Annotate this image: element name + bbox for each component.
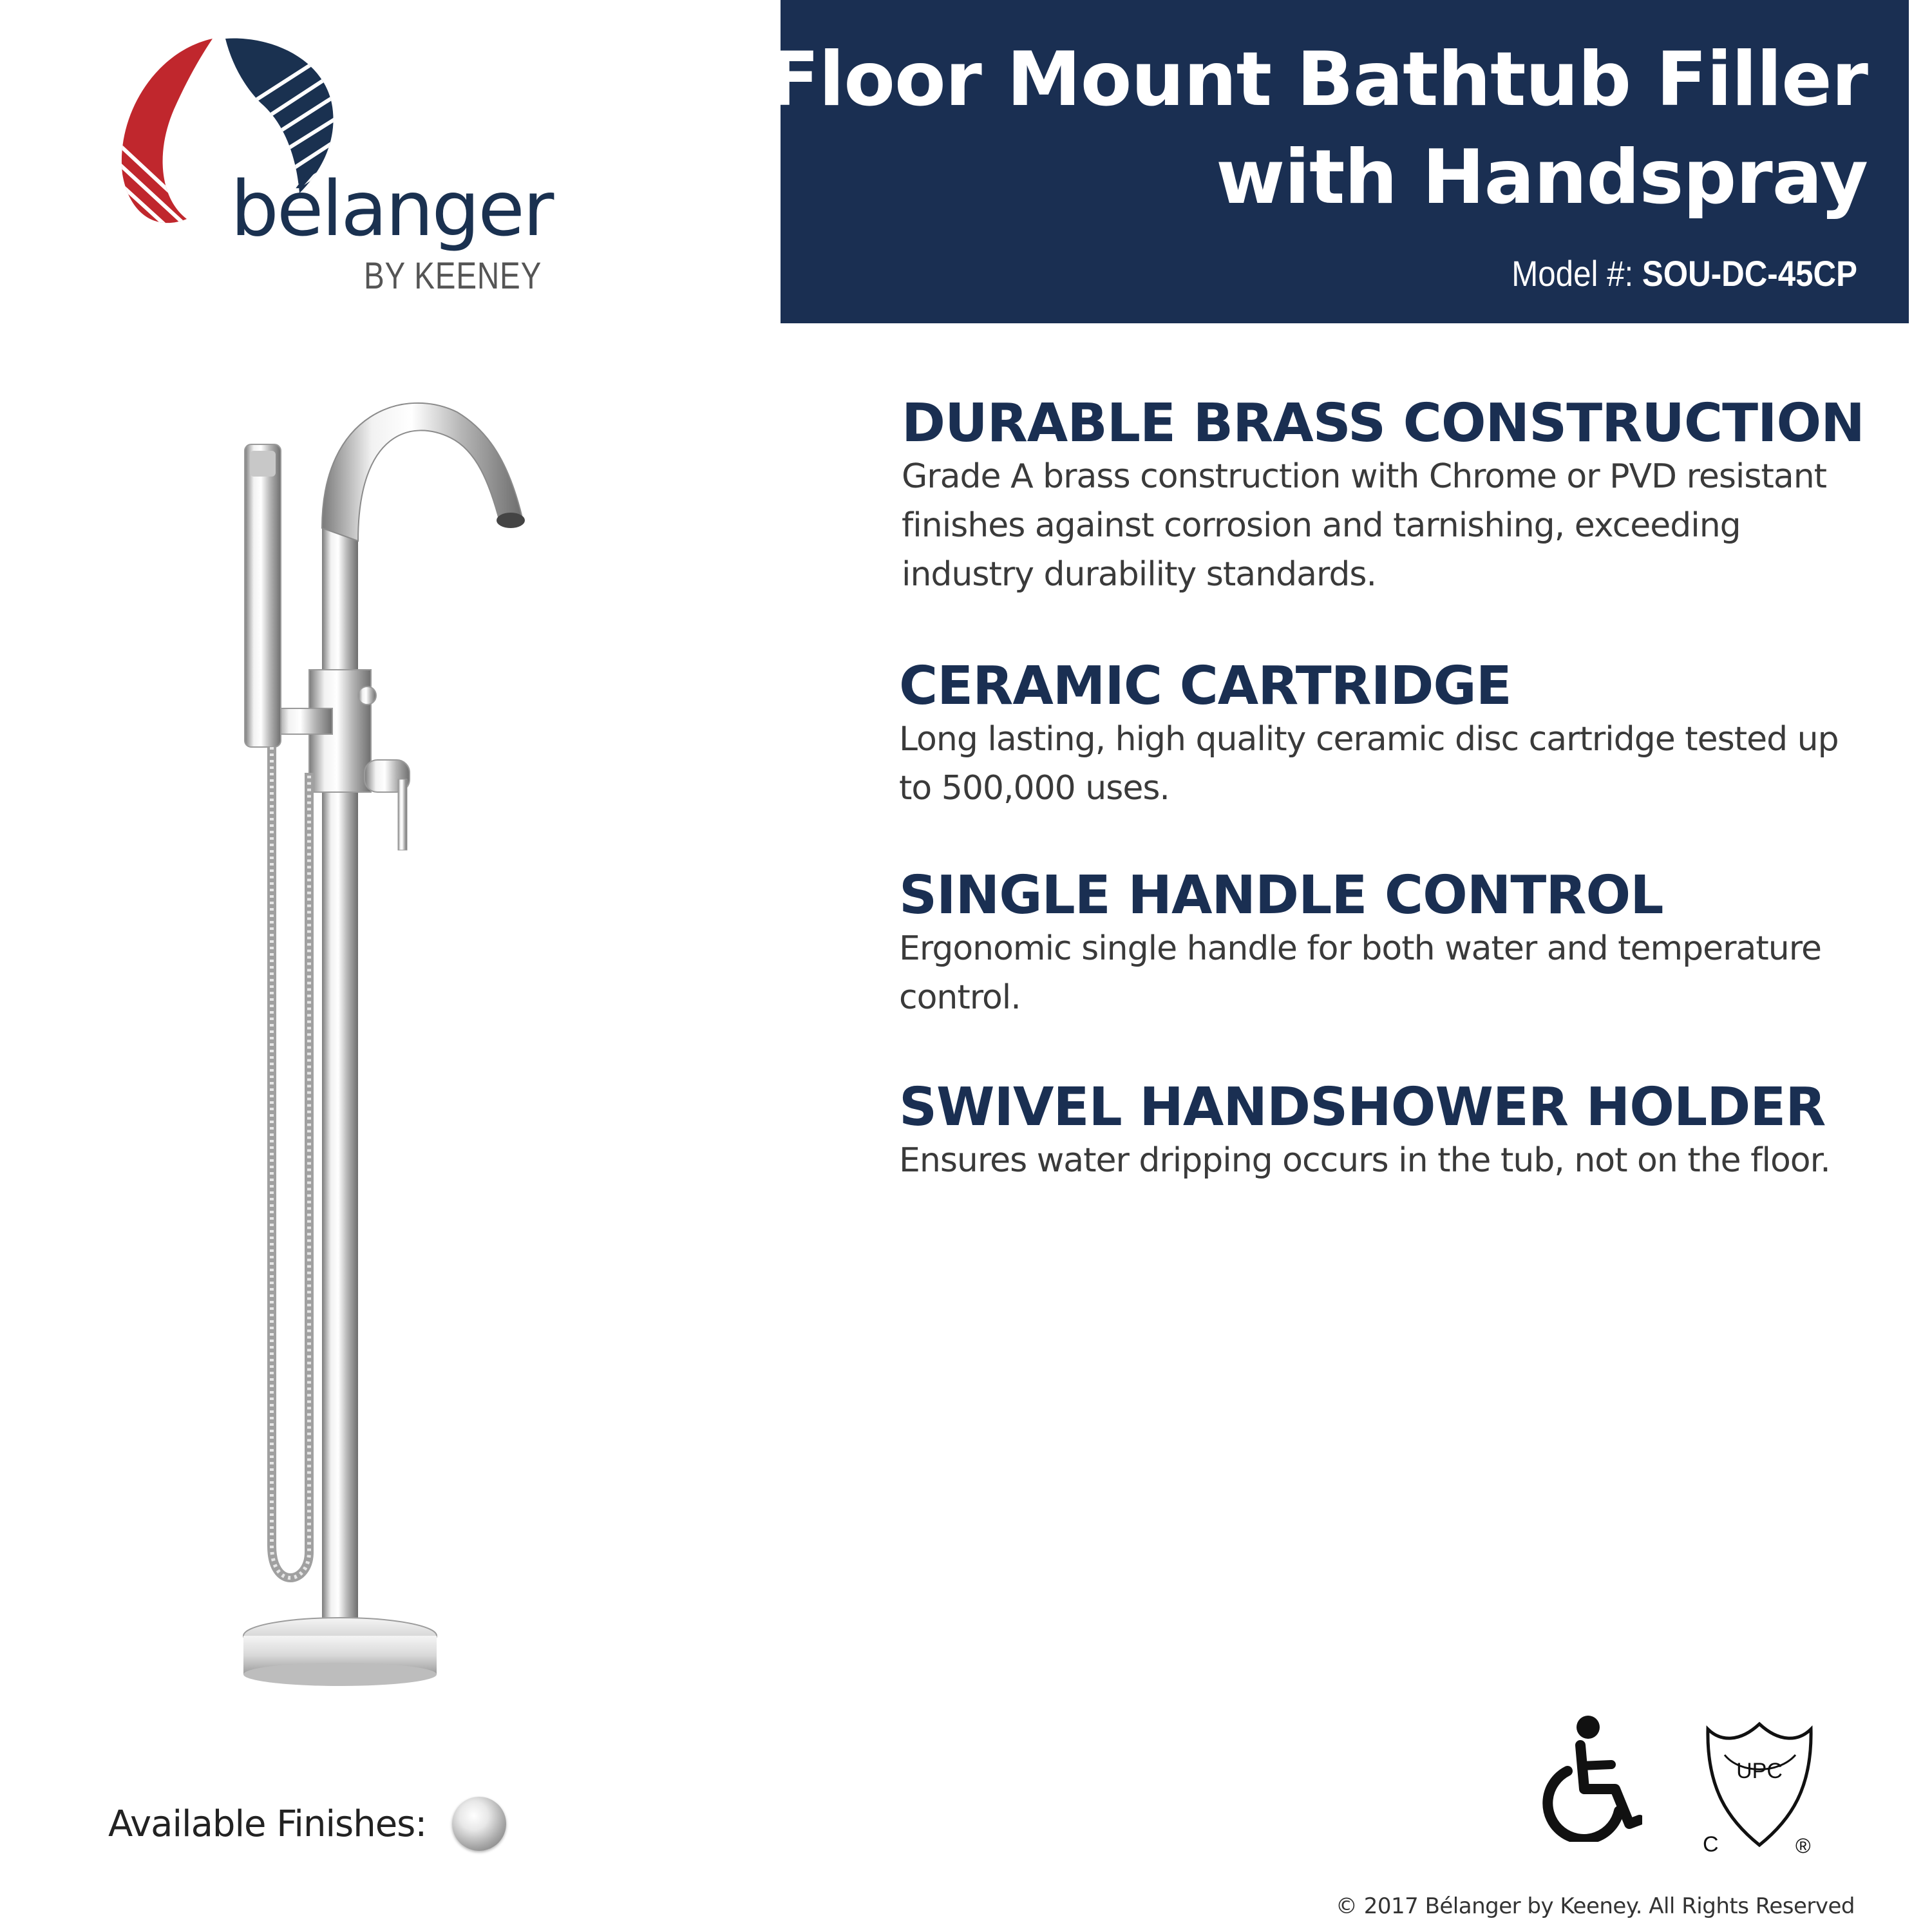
feature-description: Ensures water dripping occurs in the tub, not on the floor.: [899, 1141, 1830, 1180]
wheelchair-accessibility-icon: [1539, 1713, 1642, 1842]
brand-logo: [103, 26, 553, 303]
feature-title: DURABLE BRASS CONSTRUCTION: [902, 393, 1864, 454]
model-value: SOU-DC-45CP: [1642, 253, 1857, 294]
product-title-line-1: Floor Mount Bathtub Filler: [768, 36, 1868, 123]
bathtub-filler-product-image: [213, 374, 547, 1687]
feature-description: Long lasting, high quality ceramic disc cartridge tested up to 500,000 uses.: [899, 720, 1839, 808]
model-label: Model #:: [1511, 253, 1634, 294]
feature-title: SWIVEL HANDSHOWER HOLDER: [899, 1077, 1826, 1138]
feature-description: Ergonomic single handle for both water and temperature control.: [899, 929, 1821, 1017]
feature-item: [899, 864, 1852, 1022]
product-title: [768, 31, 1868, 227]
feature-item: [899, 1075, 1852, 1185]
header-banner: [768, 0, 1909, 323]
product-title-line-2: with Handspray: [1216, 134, 1868, 221]
finishes-label: Available Finishes:: [108, 1803, 427, 1845]
available-finishes: [108, 1797, 506, 1851]
upc-shield-icon: [1695, 1716, 1824, 1858]
feature-title: CERAMIC CARTRIDGE: [899, 656, 1511, 717]
upc-c-mark: C: [1703, 1832, 1719, 1857]
upc-text: UPC: [1736, 1759, 1783, 1783]
brand-name: bélanger: [231, 164, 553, 253]
chrome-swatch[interactable]: [452, 1797, 506, 1851]
feature-item: [899, 654, 1852, 813]
upc-registered-mark: ®: [1795, 1834, 1811, 1857]
feature-item: [902, 392, 1864, 599]
model-number: [1511, 252, 1857, 294]
copyright: © 2017 Bélanger by Keeney. All Rights Reserved: [1335, 1893, 1855, 1919]
feature-description: Grade A brass construction with Chrome or PVD resistant finishes against corrosion and tarnishing, exceeding industry durability standards.: [902, 457, 1827, 594]
feature-title: SINGLE HANDLE CONTROL: [899, 865, 1663, 926]
brand-subtitle: BY KEENEY: [364, 255, 542, 297]
